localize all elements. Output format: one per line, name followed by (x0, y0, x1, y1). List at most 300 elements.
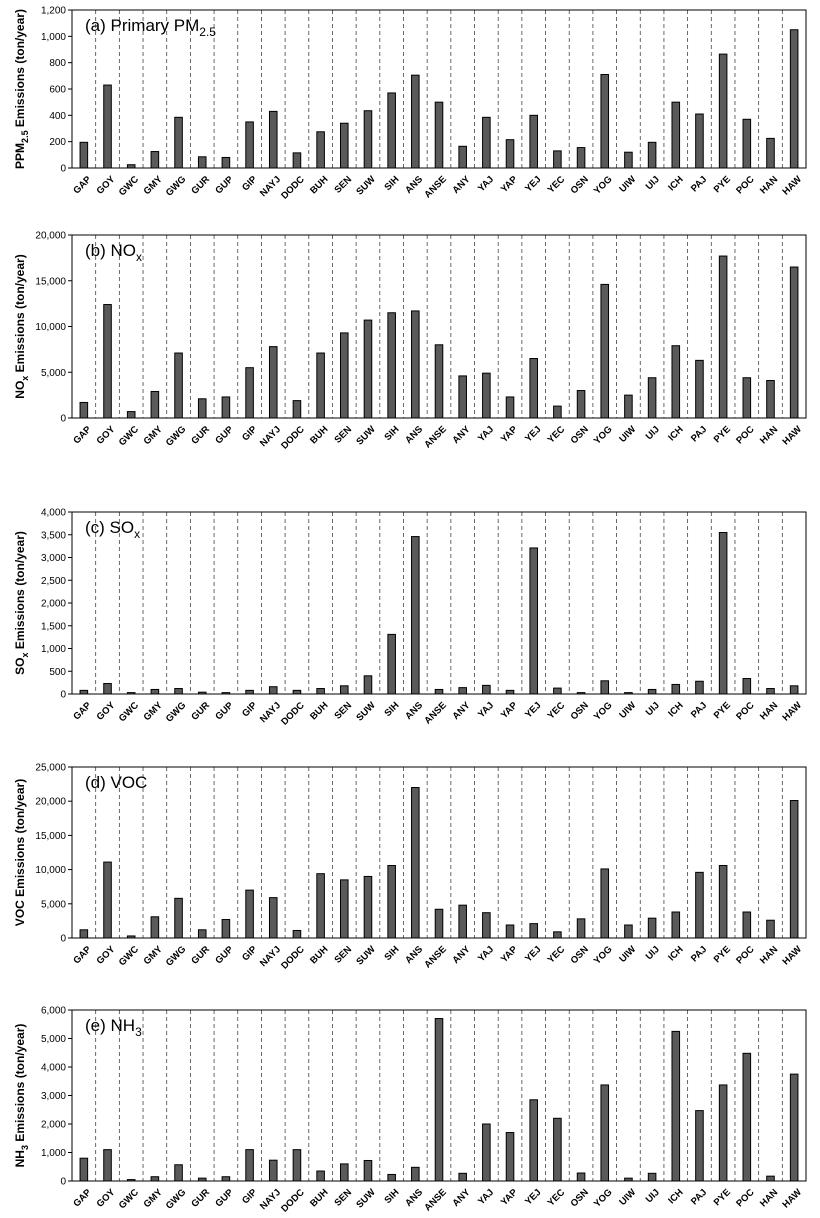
bar-gwg (175, 353, 183, 418)
bar-sen (341, 880, 349, 938)
x-tick-label: BUH (308, 1187, 331, 1210)
x-tick-label: ANY (450, 424, 473, 447)
bar-han (767, 1176, 775, 1181)
bar-yap (506, 140, 514, 168)
bar-haw (790, 686, 798, 694)
bar-ich (672, 102, 680, 168)
bar-gup (222, 397, 230, 418)
x-tick-label: YEC (545, 944, 568, 966)
bar-paj (696, 1111, 704, 1181)
y-tick-label: 1,000 (40, 31, 66, 43)
bar-paj (696, 360, 704, 418)
x-tick-label: ANSE (422, 424, 449, 451)
y-axis-label: $NH_3$ Emissions (ton/year) (13, 1023, 30, 1168)
bar-goy (104, 305, 112, 418)
bar-osn (577, 919, 585, 938)
bar-gup (222, 157, 230, 168)
bar-suw (364, 320, 372, 418)
x-tick-label: HAN (757, 424, 781, 447)
x-tick-label: GMY (141, 424, 165, 448)
x-tick-label: SUW (354, 700, 378, 724)
x-tick-label: GMY (141, 174, 165, 198)
bar-gap (80, 690, 88, 694)
bar-poc (743, 378, 751, 418)
x-tick-label: GUP (213, 1187, 236, 1210)
x-tick-label: GWC (116, 944, 142, 969)
bar-pye (719, 532, 727, 694)
y-tick-label: 1,200 (40, 5, 66, 17)
bar-gup (222, 920, 230, 938)
x-tick-label: OSN (568, 1187, 591, 1210)
bar-paj (696, 114, 704, 168)
bar-gip (246, 690, 254, 694)
bar-goy (104, 1150, 112, 1181)
x-tick-label: GMY (141, 1187, 165, 1211)
x-tick-label: ANS (403, 700, 426, 723)
bar-haw (790, 801, 798, 938)
bar-gap (80, 930, 88, 938)
bar-ans (412, 537, 420, 694)
bar-suw (364, 876, 372, 938)
panel-title: (d) VOC (85, 773, 148, 792)
x-tick-label: ANS (403, 1187, 426, 1210)
bar-yaj (483, 1124, 491, 1181)
x-tick-label: YOG (591, 174, 615, 197)
x-tick-label: SUW (354, 424, 378, 448)
x-tick-label: YOG (591, 1187, 615, 1210)
y-tick-label: 2,000 (40, 598, 66, 610)
y-tick-label: 2,500 (40, 575, 66, 587)
x-tick-label: ANY (450, 944, 473, 967)
x-tick-label: GIP (240, 174, 260, 194)
bar-uij (648, 1173, 656, 1181)
x-tick-label: GUR (189, 700, 213, 723)
bar-gup (222, 1177, 230, 1181)
x-tick-label: ICH (666, 700, 686, 720)
y-tick-label: 0 (60, 413, 66, 425)
bar-gmy (151, 152, 159, 168)
bar-ans (412, 311, 420, 418)
x-tick-label: YAJ (475, 1187, 497, 1208)
bar-pye (719, 54, 727, 168)
bar-anse (435, 1019, 443, 1181)
bar-goy (104, 684, 112, 694)
x-tick-label: HAW (780, 424, 804, 448)
bar-dodc (293, 1150, 301, 1181)
y-tick-label: 15,000 (35, 830, 66, 842)
bar-suw (364, 1160, 372, 1181)
x-tick-label: HAN (757, 174, 781, 197)
x-tick-label: OSN (568, 424, 591, 447)
bar-sih (388, 313, 396, 418)
y-tick-label: 2,000 (40, 1119, 66, 1131)
x-tick-label: POC (734, 1187, 757, 1210)
bar-ans (412, 75, 420, 168)
x-tick-label: GIP (240, 944, 260, 964)
x-tick-label: GOY (94, 174, 118, 197)
bar-uij (648, 378, 656, 418)
panel-title: (e) $NH_3$ (85, 1016, 142, 1039)
y-axis-label: $SO_x$ Emissions (ton/year) (13, 531, 30, 675)
bar-any (459, 146, 467, 168)
bar-goy (104, 862, 112, 938)
x-tick-label: YAP (498, 424, 520, 446)
bar-han (767, 138, 775, 168)
x-tick-label: POC (734, 424, 757, 447)
bar-uiw (625, 395, 633, 418)
y-tick-label: 5,000 (40, 1034, 66, 1045)
bar-yec (554, 688, 562, 694)
x-tick-label: SEN (332, 700, 355, 722)
panel-title: (a) Primary $PM_{2.5}$ (85, 16, 216, 39)
x-tick-label: DODC (279, 1187, 307, 1215)
x-tick-label: OSN (568, 174, 591, 197)
y-tick-label: 3,000 (40, 1091, 66, 1102)
bar-gmy (151, 917, 159, 938)
x-tick-label: GUP (213, 700, 236, 723)
x-tick-label: GUP (213, 174, 236, 197)
bar-sen (341, 123, 349, 168)
bar-yog (601, 869, 609, 938)
bar-buh (317, 132, 325, 168)
bar-nayj (269, 111, 277, 168)
bar-haw (790, 1074, 798, 1181)
x-tick-label: UIJ (643, 174, 662, 193)
x-tick-label: NAYJ (257, 944, 284, 970)
x-tick-label: PAJ (688, 174, 710, 195)
bar-gwg (175, 898, 183, 938)
x-tick-label: GWC (116, 174, 142, 199)
bar-gur (198, 399, 206, 418)
x-tick-label: GAP (71, 1187, 94, 1210)
bar-osn (577, 391, 585, 418)
x-tick-label: SEN (332, 944, 355, 966)
bar-any (459, 905, 467, 938)
bar-sih (388, 93, 396, 168)
bar-ans (412, 1167, 420, 1181)
bar-pye (719, 1085, 727, 1181)
bar-buh (317, 689, 325, 694)
bar-sih (388, 1174, 396, 1181)
bar-dodc (293, 401, 301, 418)
chart-panel-pm25 (0, 0, 820, 240)
y-tick-label: 3,500 (40, 530, 66, 542)
x-tick-label: NAYJ (257, 700, 284, 726)
x-tick-label: PAJ (688, 700, 710, 721)
bar-gur (198, 930, 206, 938)
y-tick-label: 20,000 (35, 796, 66, 808)
x-tick-label: YEC (545, 700, 568, 722)
bar-pye (719, 256, 727, 418)
x-tick-label: ANSE (422, 700, 449, 727)
bar-yaj (483, 913, 491, 938)
x-tick-label: HAW (780, 174, 804, 198)
bar-yog (601, 284, 609, 418)
bar-anse (435, 345, 443, 418)
bar-sen (341, 686, 349, 694)
bar-uij (648, 918, 656, 938)
x-tick-label: YAP (498, 700, 520, 722)
x-tick-label: SIH (382, 700, 402, 720)
x-tick-label: SEN (332, 174, 355, 196)
bar-yog (601, 681, 609, 694)
x-tick-label: GWG (163, 700, 189, 725)
panel-title: (b) $NO_x$ (85, 241, 142, 264)
bar-nayj (269, 687, 277, 694)
x-tick-label: GWC (116, 424, 142, 449)
x-tick-label: ANSE (422, 174, 449, 201)
bar-dodc (293, 930, 301, 938)
bar-yaj (483, 373, 491, 418)
bar-poc (743, 1053, 751, 1181)
y-tick-label: 5,000 (40, 899, 66, 911)
bar-poc (743, 119, 751, 168)
bar-anse (435, 102, 443, 168)
x-tick-label: UIJ (643, 944, 662, 963)
bar-goy (104, 85, 112, 168)
bar-gip (246, 890, 254, 938)
bar-han (767, 689, 775, 694)
x-tick-label: PAJ (688, 944, 710, 965)
bar-yap (506, 1133, 514, 1181)
x-tick-label: ICH (666, 424, 686, 444)
bar-yec (554, 406, 562, 418)
x-tick-label: UIJ (643, 424, 662, 443)
chart-panel-sox (0, 492, 820, 735)
y-tick-label: 10,000 (35, 865, 66, 877)
x-tick-label: GOY (94, 1187, 118, 1210)
bar-yaj (483, 685, 491, 694)
x-tick-label: UIW (617, 174, 639, 195)
bar-osn (577, 1173, 585, 1181)
x-tick-label: SIH (382, 174, 402, 194)
x-tick-label: UIW (617, 424, 639, 445)
bar-ich (672, 346, 680, 418)
x-tick-label: ANY (450, 700, 473, 723)
bar-sen (341, 1164, 349, 1181)
x-tick-label: PYE (711, 700, 733, 722)
y-axis-label: $PPM_{2.5}$ Emissions (ton/year) (13, 9, 30, 169)
x-tick-label: GIP (240, 700, 260, 720)
y-tick-label: 400 (49, 110, 66, 122)
bar-gur (198, 157, 206, 168)
y-tick-label: 20,000 (35, 230, 66, 242)
bar-dodc (293, 690, 301, 694)
bar-yap (506, 397, 514, 418)
x-tick-label: GIP (240, 424, 260, 444)
y-tick-label: 500 (49, 666, 66, 678)
x-tick-label: DODC (279, 174, 307, 202)
bar-uij (648, 689, 656, 694)
x-tick-label: UIW (617, 944, 639, 965)
bar-yej (530, 924, 538, 938)
x-tick-label: SEN (332, 1187, 355, 1209)
bar-gap (80, 402, 88, 418)
x-tick-label: GMY (141, 700, 165, 724)
bar-buh (317, 1171, 325, 1181)
y-tick-label: 10,000 (35, 322, 66, 333)
bar-paj (696, 681, 704, 694)
bar-yej (530, 359, 538, 418)
bar-gwg (175, 1165, 183, 1181)
x-tick-label: BUH (308, 700, 331, 723)
bar-suw (364, 111, 372, 168)
bar-pye (719, 866, 727, 939)
bar-buh (317, 353, 325, 418)
x-tick-label: SUW (354, 174, 378, 198)
bar-sen (341, 333, 349, 418)
x-tick-label: BUH (308, 174, 331, 197)
x-tick-label: YEC (545, 174, 568, 196)
x-tick-label: BUH (308, 944, 331, 967)
x-tick-label: NAYJ (257, 1187, 284, 1213)
x-tick-label: DODC (279, 944, 307, 972)
bar-poc (743, 679, 751, 694)
x-tick-label: POC (734, 700, 757, 723)
bar-sih (388, 866, 396, 939)
x-tick-label: GWC (116, 1187, 142, 1212)
bar-ich (672, 684, 680, 694)
x-tick-label: SIH (382, 424, 402, 444)
x-tick-label: ANSE (422, 944, 449, 971)
bar-gmy (151, 1177, 159, 1181)
bar-haw (790, 267, 798, 418)
x-tick-label: YEJ (523, 944, 544, 965)
x-tick-label: UIJ (643, 700, 662, 719)
x-tick-label: HAW (780, 1187, 804, 1211)
bar-any (459, 1173, 467, 1181)
bar-suw (364, 676, 372, 694)
x-tick-label: PYE (711, 944, 733, 966)
x-tick-label: UIW (617, 700, 639, 721)
x-tick-label: BUH (308, 424, 331, 447)
x-tick-label: GOY (94, 424, 118, 447)
x-tick-label: GWG (163, 944, 189, 969)
x-tick-label: ANS (403, 174, 426, 197)
x-tick-label: POC (734, 944, 757, 967)
bar-yec (554, 932, 562, 938)
x-tick-label: HAN (757, 944, 781, 967)
x-tick-label: GUR (189, 944, 213, 967)
x-tick-label: SUW (354, 944, 378, 968)
bar-dodc (293, 153, 301, 168)
y-tick-label: 15,000 (35, 276, 66, 288)
x-tick-label: GWG (163, 174, 189, 199)
x-tick-label: GUR (189, 1187, 213, 1210)
y-tick-label: 6,000 (40, 1005, 66, 1017)
x-tick-label: GOY (94, 700, 118, 723)
x-tick-label: YEJ (523, 1187, 544, 1208)
bar-poc (743, 912, 751, 938)
x-tick-label: SIH (382, 1187, 402, 1207)
bar-nayj (269, 347, 277, 418)
bar-buh (317, 874, 325, 938)
bar-han (767, 380, 775, 418)
chart-panel-voc (0, 735, 820, 975)
bar-nayj (269, 1160, 277, 1181)
bar-yap (506, 690, 514, 694)
y-tick-label: 800 (49, 58, 66, 70)
bar-yog (601, 75, 609, 168)
x-tick-label: UIW (617, 1187, 639, 1208)
y-tick-label: 0 (60, 689, 66, 701)
x-tick-label: ICH (666, 1187, 686, 1207)
x-tick-label: YOG (591, 424, 615, 447)
y-tick-label: 0 (60, 163, 66, 175)
x-tick-label: HAN (757, 1187, 781, 1210)
x-tick-label: ICH (666, 944, 686, 964)
x-tick-label: ANY (450, 1187, 473, 1210)
bar-uiw (625, 925, 633, 938)
bar-ans (412, 788, 420, 938)
plot-frame (72, 512, 806, 694)
chart-panel-nox (0, 230, 820, 492)
bar-gip (246, 122, 254, 168)
bar-anse (435, 909, 443, 938)
x-tick-label: GWG (163, 424, 189, 449)
bar-yap (506, 925, 514, 938)
bar-yog (601, 1085, 609, 1181)
x-tick-label: GUP (213, 944, 236, 967)
x-tick-label: GUP (213, 424, 236, 447)
x-tick-label: PYE (711, 424, 733, 446)
x-tick-label: HAW (780, 944, 804, 968)
x-tick-label: OSN (568, 944, 591, 967)
bar-any (459, 376, 467, 418)
y-tick-label: 1,500 (40, 621, 66, 633)
x-tick-label: POC (734, 174, 757, 197)
bar-gip (246, 368, 254, 418)
x-tick-label: ANS (403, 944, 426, 967)
x-tick-label: GUR (189, 424, 213, 447)
y-tick-label: 25,000 (35, 762, 66, 774)
y-tick-label: 3,000 (40, 553, 66, 564)
x-tick-label: NAYJ (257, 174, 284, 200)
x-tick-label: GAP (71, 174, 94, 197)
x-tick-label: YAP (498, 174, 520, 196)
x-tick-label: YEJ (523, 174, 544, 195)
bar-osn (577, 148, 585, 168)
y-tick-label: 4,000 (40, 507, 66, 519)
x-tick-label: YAJ (475, 700, 497, 721)
bar-paj (696, 872, 704, 938)
bar-yaj (483, 117, 491, 168)
x-tick-label: HAN (757, 700, 781, 723)
bar-gap (80, 142, 88, 168)
chart-panel-nh3 (0, 975, 820, 1218)
bar-han (767, 920, 775, 938)
bar-gip (246, 1150, 254, 1181)
x-tick-label: GUR (189, 174, 213, 197)
bar-gwg (175, 117, 183, 168)
x-tick-label: GOY (94, 944, 118, 967)
bar-yec (554, 1118, 562, 1181)
x-tick-label: DODC (279, 424, 307, 452)
y-axis-label: $NO_x$ Emissions (ton/year) (13, 254, 30, 399)
x-tick-label: SIH (382, 944, 402, 964)
bar-ich (672, 912, 680, 938)
x-tick-label: OSN (568, 700, 591, 723)
x-tick-label: YEJ (523, 700, 544, 721)
y-tick-label: 5,000 (40, 367, 66, 379)
x-tick-label: PAJ (688, 424, 710, 445)
x-tick-label: GIP (240, 1187, 260, 1207)
x-tick-label: GAP (71, 944, 94, 967)
x-tick-label: NAYJ (257, 424, 284, 450)
x-tick-label: GAP (71, 700, 94, 723)
bar-ich (672, 1031, 680, 1181)
bar-yec (554, 151, 562, 168)
